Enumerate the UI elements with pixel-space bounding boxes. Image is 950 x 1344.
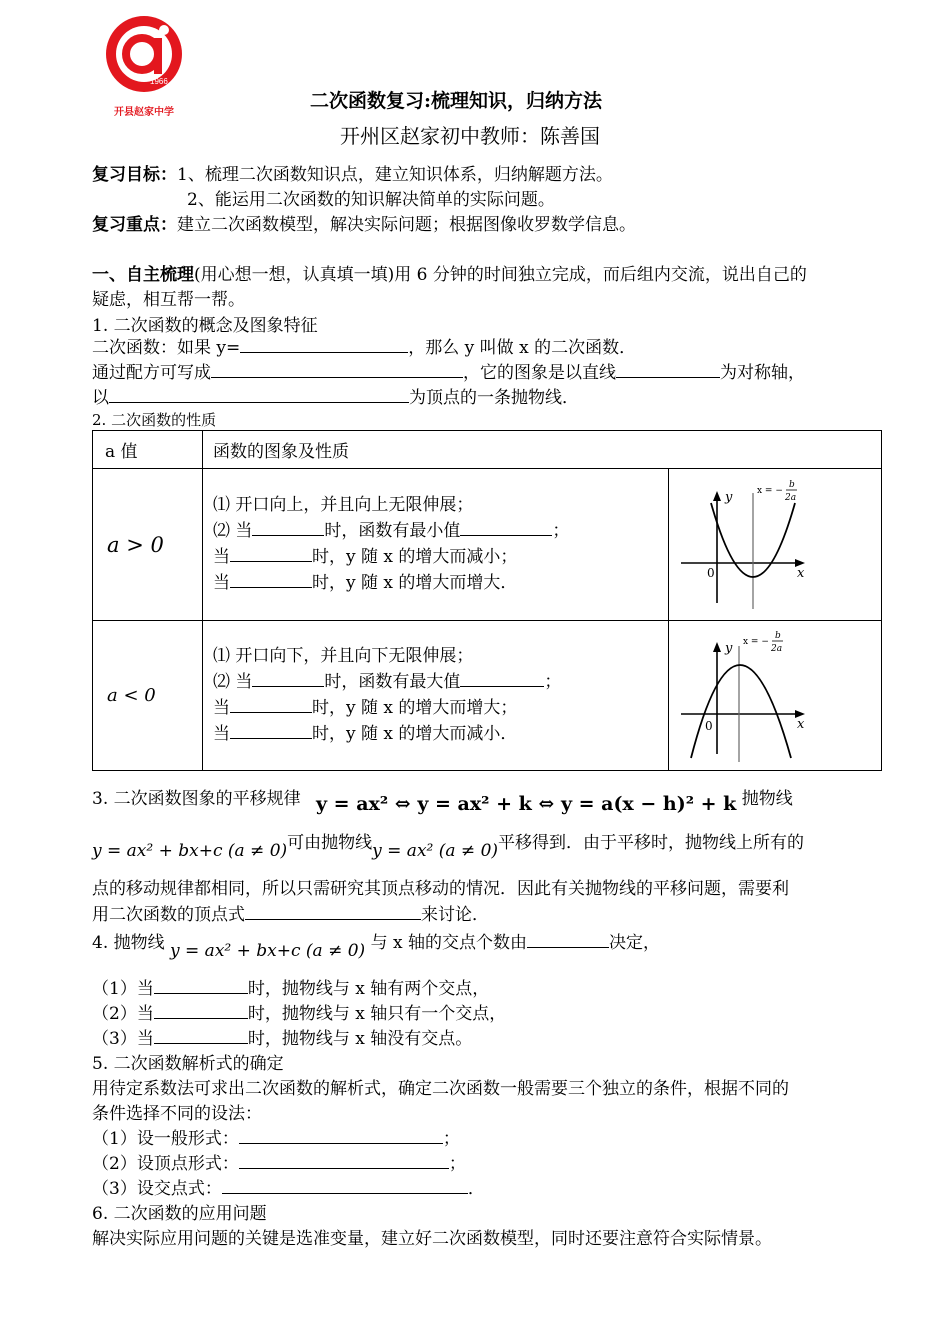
axis-eq-num: b	[789, 479, 795, 490]
p3-line-4	[92, 900, 489, 925]
p6-heading: 6. 二次函数的应用问题	[92, 1204, 267, 1224]
parabola-curve	[691, 665, 791, 758]
row1-blank-inc[interactable]	[230, 570, 312, 588]
logo-year: 1966	[150, 77, 168, 86]
translation-formula: y = ax² ⇔ y = ax² + k ⇔ y = a(x − h)² + k	[316, 793, 737, 815]
focus-line	[92, 210, 636, 235]
row2-line-1: ⑴ 开口向下，并且向下无限伸展；	[213, 646, 474, 666]
logo-emblem-icon	[102, 12, 186, 96]
setting3-label: （3）设交点式：	[92, 1179, 222, 1199]
row2-blank-dec[interactable]	[230, 721, 312, 739]
p5-heading: 5. 二次函数解析式的确定	[92, 1054, 284, 1074]
focus-text: 建立二次函数模型，解决实际问题；根据图像收罗数学信息。	[177, 215, 636, 235]
p4-end: 决定，	[609, 933, 660, 953]
row2-l2b: 时，函数有最大值	[324, 672, 461, 692]
row1-line-4	[213, 570, 668, 596]
row2-blank-inc[interactable]	[230, 695, 312, 713]
case2-prefix: （2）当	[92, 1004, 154, 1024]
school-logo	[102, 12, 186, 118]
case3-blank[interactable]	[154, 1026, 248, 1044]
section1-label: 一、自主梳理	[92, 265, 194, 285]
row2-l3a: 当	[213, 698, 230, 718]
origin-label: 0	[707, 565, 715, 580]
row2-blank-when[interactable]	[252, 669, 324, 687]
logo-caption: 开县赵家中学	[114, 107, 174, 118]
row1-l4b: 时，y 随 x 的增大而增大．	[312, 573, 518, 593]
setting1-label: （1）设一般形式：	[92, 1129, 239, 1149]
axis-eq-label: x = −	[757, 485, 783, 496]
row2-graph-cell	[669, 621, 882, 771]
vertex-prefix: 通过配方可写成	[92, 363, 211, 383]
p4-line-1	[92, 928, 660, 961]
row1-blank-when[interactable]	[252, 518, 324, 536]
row2-line-4	[213, 721, 668, 747]
row2-l4b: 时，y 随 x 的增大而减小．	[312, 724, 518, 744]
p1-vertex-point	[92, 383, 579, 408]
def-suffix: ，那么 y 叫做 x 的二次函数．	[408, 338, 637, 358]
header-properties: 函数的图象及性质	[203, 431, 882, 469]
row1-l4a: 当	[213, 573, 230, 593]
p4-case-2	[92, 999, 506, 1024]
case1-prefix: （1）当	[92, 979, 154, 999]
table-row	[93, 469, 882, 621]
p5-line-2: 条件选择不同的设法：	[92, 1104, 262, 1124]
vertex-point-prefix: 以	[92, 388, 109, 408]
section1-line-2: 疑虑，相互帮一帮。	[92, 290, 245, 310]
row1-l2b: 时，函数有最小值	[324, 521, 461, 541]
table-row	[93, 621, 882, 771]
vertex-mid: ，它的图象是以直线	[463, 363, 616, 383]
row1-a-value: a > 0	[93, 469, 203, 621]
axis-eq-den: 2a	[771, 643, 783, 654]
row1-properties	[203, 469, 669, 621]
y-axis-arrow-icon	[713, 491, 721, 501]
goals-label: 复习目标：	[92, 165, 177, 185]
case3-suffix: 时，抛物线与 x 轴没有交点。	[247, 1029, 473, 1049]
case2-blank[interactable]	[154, 1001, 248, 1019]
intercept-form-blank[interactable]	[222, 1176, 468, 1194]
properties-table	[92, 430, 882, 771]
general-form-formula: y = ax² + bx+c (a ≠ 0)	[92, 841, 288, 861]
y-axis-arrow-icon	[713, 642, 721, 652]
row2-blank-max[interactable]	[460, 669, 544, 687]
p6-line-1: 解决实际应用问题的关键是选准变量，建立好二次函数模型，同时还要注意符合实际情景。	[92, 1229, 772, 1249]
row2-a-value: a < 0	[93, 621, 203, 771]
row1-line-2	[213, 518, 668, 544]
row2-line-3	[213, 695, 668, 721]
p5-setting-2	[92, 1149, 466, 1174]
row1-l3a: 当	[213, 547, 230, 567]
row2-properties	[203, 621, 669, 771]
vertex-form-discuss-blank[interactable]	[245, 902, 421, 920]
p3-vertex-prefix: 用二次函数的顶点式	[92, 905, 245, 925]
row2-l2c: ；	[544, 672, 562, 692]
table-header-row	[93, 431, 882, 469]
y-label: y	[725, 640, 733, 656]
page-title: 二次函数复习:梳理知识，归纳方法	[310, 90, 603, 112]
origin-label: 0	[705, 718, 713, 733]
p4-formula: y = ax² + bx+c (a ≠ 0)	[170, 941, 366, 961]
p1-definition	[92, 333, 636, 358]
p3-mid: 可由抛物线	[287, 833, 373, 853]
author-line: 开州区赵家初中教师：陈善国	[340, 124, 600, 148]
vertex-end: 为对称轴，	[720, 363, 805, 383]
p3-line-1	[92, 784, 793, 815]
row1-line-3	[213, 544, 668, 570]
row1-l3b: 时，y 随 x 的增大而减小；	[312, 547, 518, 567]
p5-line-1: 用待定系数法可求出二次函数的解析式，确定二次函数一般需要三个独立的条件，根据不同的	[92, 1079, 789, 1099]
x-label: x	[797, 716, 805, 732]
vertex-form-blank[interactable]	[211, 360, 463, 378]
p3-vertex-suffix: 来讨论．	[421, 905, 489, 925]
p5-setting-1	[92, 1124, 460, 1149]
row1-blank-min[interactable]	[460, 518, 552, 536]
setting3-end: ．	[467, 1179, 485, 1199]
setting2-label: （2）设顶点形式：	[92, 1154, 239, 1174]
section1-text: (用心想一想，认真填一填)用 6 分钟的时间独立完成，而后组内交流，说出自己的	[194, 265, 807, 285]
row1-l2a: ⑵ 当	[213, 521, 253, 541]
vertex-point-blank[interactable]	[109, 385, 409, 403]
basic-form-formula: y = ax² (a ≠ 0)	[372, 841, 499, 861]
axis-eq-label: x = −	[743, 636, 769, 647]
row2-l2a: ⑵ 当	[213, 672, 253, 692]
row2-l3b: 时，y 随 x 的增大而增大；	[312, 698, 518, 718]
focus-label: 复习重点：	[92, 215, 177, 235]
setting2-end: ；	[448, 1154, 466, 1174]
row1-graph-cell	[669, 469, 882, 621]
section1-line-1	[92, 260, 807, 285]
goal-item-1: 1、梳理二次函数知识点，建立知识体系，归纳解题方法。	[177, 165, 613, 185]
p3-tail: 抛物线	[741, 789, 793, 809]
def-prefix: 二次函数：如果 y=	[92, 338, 241, 358]
p4-mid: 与 x 轴的交点个数由	[370, 933, 527, 953]
p3-after: 平移得到．由于平移时，抛物线上所有的	[498, 833, 805, 853]
row2-line-2	[213, 669, 668, 695]
upward-parabola-graph	[669, 471, 881, 619]
case1-blank[interactable]	[154, 976, 248, 994]
case2-suffix: 时，抛物线与 x 轴只有一个交点，	[247, 1004, 507, 1024]
p5-setting-3	[92, 1174, 485, 1199]
axis-blank[interactable]	[616, 360, 720, 378]
row1-blank-dec[interactable]	[230, 544, 312, 562]
p4-case-1	[92, 974, 489, 999]
row1-l2c: ；	[552, 521, 570, 541]
p4-heading: 4. 抛物线	[92, 933, 165, 953]
p1-heading: 1. 二次函数的概念及图象特征	[92, 316, 318, 336]
p3-line-2	[92, 828, 805, 861]
def-blank[interactable]	[240, 335, 408, 353]
row2-l4a: 当	[213, 724, 230, 744]
case1-suffix: 时，抛物线与 x 轴有两个交点，	[247, 979, 490, 999]
discriminant-blank[interactable]	[527, 930, 609, 948]
y-label: y	[725, 489, 733, 505]
general-form-blank[interactable]	[239, 1126, 443, 1144]
row1-line-1: ⑴ 开口向上，并且向上无限伸展；	[213, 495, 474, 515]
goals-line-1	[92, 160, 613, 185]
x-label: x	[797, 565, 805, 581]
case3-prefix: （3）当	[92, 1029, 154, 1049]
p2-heading: 2. 二次函数的性质	[92, 411, 217, 429]
p3-line-3: 点的移动规律都相同，所以只需研究其顶点移动的情况．因此有关抛物线的平移问题，需要利	[92, 879, 789, 899]
vertex-point-suffix: 为顶点的一条抛物线．	[409, 388, 579, 408]
axis-eq-den: 2a	[785, 492, 797, 503]
p4-case-3	[92, 1024, 472, 1049]
goal-item-2: 2、能运用二次函数的知识解决简单的实际问题。	[187, 190, 555, 210]
p1-vertex-form	[92, 358, 805, 383]
vertex-form-setting-blank[interactable]	[239, 1151, 449, 1169]
p3-heading: 3. 二次函数图象的平移规律	[92, 789, 301, 809]
setting1-end: ；	[442, 1129, 460, 1149]
axis-eq-num: b	[775, 630, 781, 641]
header-a-value: a 值	[93, 431, 203, 469]
downward-parabola-graph	[669, 622, 881, 770]
